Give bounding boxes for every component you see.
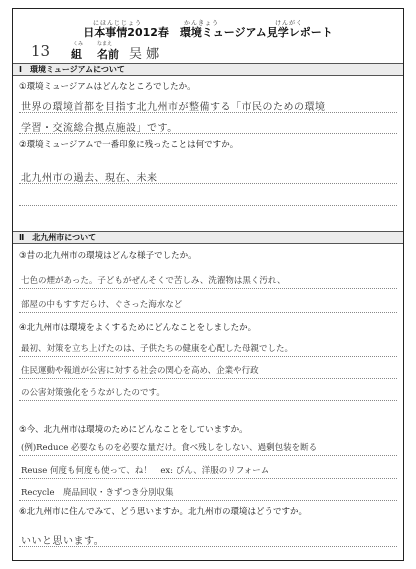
- question-5: ⑤今、北九州市は環境のためにどんなことをしていますか。: [19, 425, 248, 435]
- answer-rule: [19, 288, 397, 289]
- answer-rule: [19, 478, 397, 479]
- report-sheet: [12, 8, 404, 561]
- question-2: ②環境ミュージアムで一番印象に残ったことは何ですか。: [19, 140, 239, 150]
- answer-rule: [19, 546, 397, 547]
- answer-4-line-2: 住民運動や報道が公害に対する社会の関心を高め、企業や行政: [21, 366, 259, 376]
- answer-rule: [19, 112, 397, 113]
- answer-rule: [19, 400, 397, 401]
- question-6: ⑥北九州市に住んでみて、どう思いますか。北九州市の環境はどうですか。: [19, 507, 307, 517]
- answer-6-line-1: いいと思います。: [21, 536, 105, 547]
- title-ruby: にほんじじょう かんきょう けんがく: [93, 20, 304, 27]
- question-1: ①環境ミュージアムはどんなところでしたか。: [19, 82, 196, 92]
- kumi-ruby: くみ: [73, 41, 84, 47]
- answer-5-line-2: Reuse 何度も何度も使って、ね！ ex: びん、洋服のリフォーム: [21, 466, 270, 476]
- section2-heading: Ⅱ 北九州市について: [13, 231, 403, 244]
- answer-2-line-1: 北九州市の過去、現在、未来: [21, 173, 158, 184]
- answer-4-line-3: の公害対策強化をうながしたのです。: [21, 388, 165, 398]
- name-label: 名前: [97, 48, 119, 61]
- question-3: ③昔の北九州市の環境はどんな様子でしたか。: [19, 251, 197, 261]
- answer-5-line-1: (例)Reduce 必要なものを必要な量だけ。食べ残しをしない、過剰包装を断る: [21, 443, 318, 453]
- answer-5-line-3: Recycle 廃品回収・きずつき分別収集: [21, 488, 174, 498]
- report-title: 日本事情2012春 環境ミュージアム見学レポート: [83, 26, 333, 39]
- section1-heading: Ⅰ 環境ミュージアムについて: [13, 63, 403, 76]
- answer-1-line-1: 世界の環境首都を目指す北九州市が整備する「市民のための環境: [21, 102, 326, 113]
- answer-rule: [19, 455, 397, 456]
- answer-rule: [19, 500, 397, 501]
- answer-rule: [19, 205, 397, 206]
- question-4: ④北九州市は環境をよくするためにどんなことをしましたか。: [19, 323, 257, 333]
- name-value: 吴 娜: [129, 47, 160, 62]
- answer-rule: [19, 356, 397, 357]
- answer-rule: [19, 133, 397, 134]
- class-number-value: 13: [31, 42, 51, 60]
- answer-4-line-1: 最初、対策を立ち上げたのは、子供たちの健康を心配した母親でした。: [21, 344, 294, 354]
- answer-rule: [19, 378, 397, 379]
- kumi-label: 組: [71, 48, 82, 61]
- answer-rule: [19, 312, 397, 313]
- answer-rule: [19, 183, 397, 184]
- answer-3-line-1: 七色の煙があった。子どもがぜんそくで苦しみ、洗濯物は黒く汚れ、: [21, 276, 286, 286]
- name-row: [31, 40, 171, 64]
- answer-1-line-2: 学習・交流総合拠点施設」です。: [21, 123, 178, 134]
- name-ruby: なまえ: [97, 41, 113, 47]
- answer-3-line-2: 部屋の中もすすだらけ、ぐさった海水など: [21, 300, 183, 310]
